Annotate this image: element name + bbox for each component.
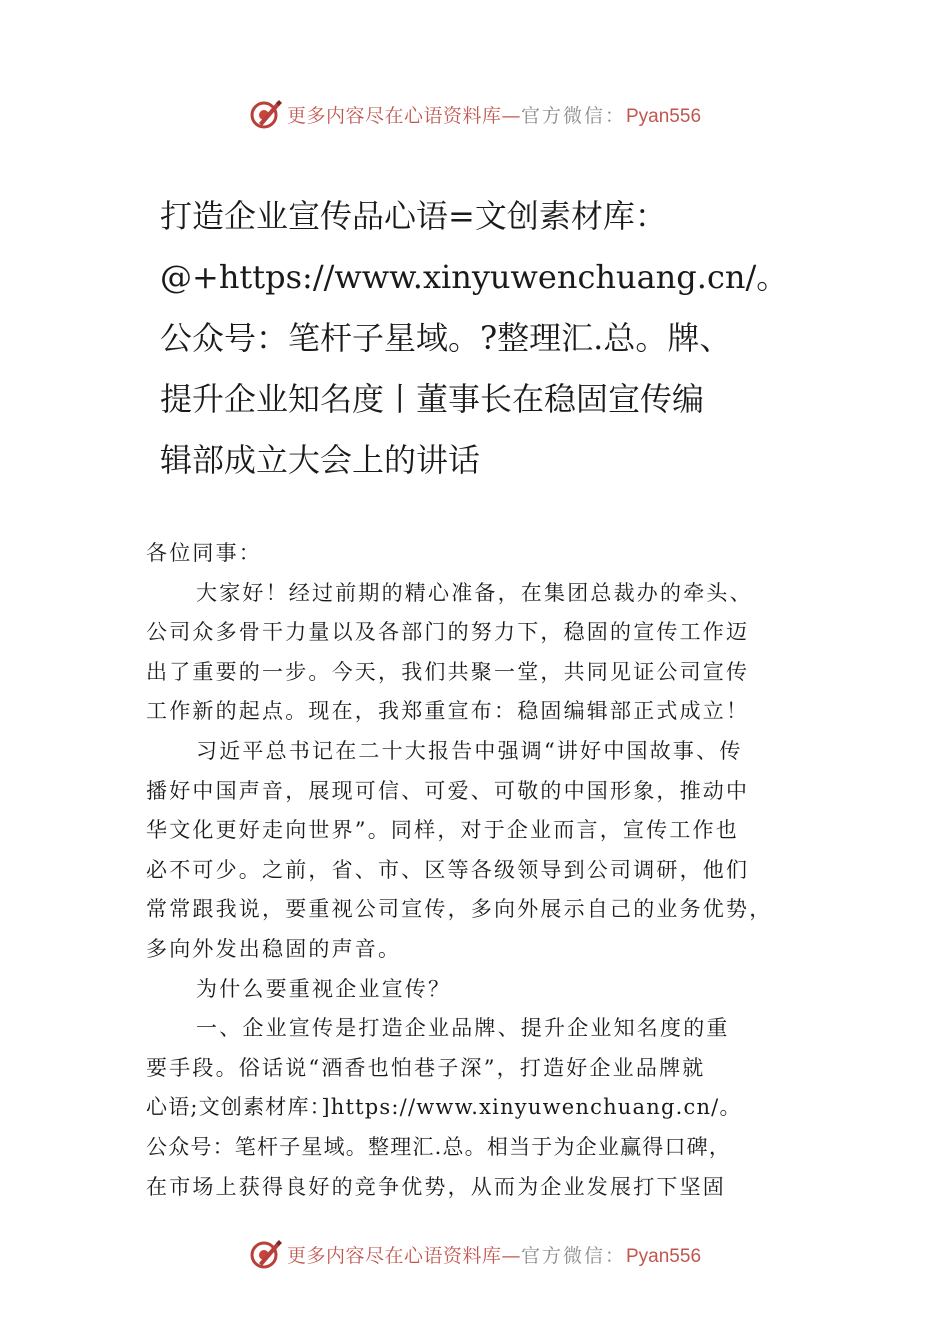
banner-wechat-id: Pyan556 [626,1245,702,1267]
document-body [146,534,826,1207]
section-question: 为什么要重视企业宣传？ [196,976,452,1001]
document-title [160,186,840,491]
body-line: 在市场上获得良好的竞争优势，从而为企业发展打下坚固 [146,1174,726,1199]
body-line: 大家好！经过前期的精心准备，在集团总裁办的牵头、 [196,580,753,605]
banner-dash: — [501,104,521,127]
body-line: 心语;文创素材库：]https://www.xinyuwenchuang.cn/。 [146,1095,742,1120]
body-line: 多向外发出稳固的声音。 [146,936,402,961]
body-line: 工作新的起点。现在，我郑重宣布：稳固编辑部正式成立！ [146,699,750,724]
body-line: 必不可少。之前，省、市、区等各级领导到公司调研，他们 [146,857,750,882]
banner-wechat-id: Pyan556 [626,105,702,127]
banner-dash: — [501,1244,521,1267]
title-line: 打造企业宣传品心语=文创素材库： [160,197,667,235]
body-line: 公众号：笔杆子星域。整理汇.总。相当于为企业赢得口碑， [146,1134,732,1159]
banner-text [287,1241,701,1268]
salutation: 各位同事： [146,541,262,565]
title-line: 提升企业知名度丨董事长在稳固宣传编 [160,380,705,418]
body-line: 公司众多骨干力量以及各部门的努力下，稳固的宣传工作迈 [146,620,750,645]
footer-banner [0,1234,950,1274]
pen-logo-icon [249,1237,283,1271]
body-line: 出了重要的一步。今天，我们共聚一堂，共同见证公司宣传 [146,659,750,684]
header-banner [0,94,950,134]
banner-wechat-label: 官方微信： [520,104,626,127]
body-line: 常常跟我说，要重视公司宣传，多向外展示自己的业务优势， [146,897,773,922]
banner-main-text: 更多内容尽在心语资料库 [286,1244,502,1267]
body-line: 要手段。俗话说“酒香也怕巷子深”，打造好企业品牌就 [146,1055,706,1080]
banner-wechat-label: 官方微信： [520,1244,626,1267]
body-line: 播好中国声音，展现可信、可爱、可敬的中国形象，推动中 [146,778,750,803]
banner-main-text: 更多内容尽在心语资料库 [286,104,502,127]
title-line: 辑部成立大会上的讲话 [160,441,481,479]
banner-text [287,101,701,128]
body-line: 华文化更好走向世界”。同样，对于企业而言，宣传工作也 [146,818,739,843]
body-line: 一、企业宣传是打造企业品牌、提升企业知名度的重 [196,1016,730,1041]
body-line: 习近平总书记在二十大报告中强调“讲好中国故事、传 [196,738,743,763]
title-line: @+https://www.xinyuwenchuang.cn/。 [160,258,789,296]
pen-logo-icon [249,97,283,131]
title-line: 公众号：笔杆子星域。?整理汇.总。牌、 [160,319,732,357]
